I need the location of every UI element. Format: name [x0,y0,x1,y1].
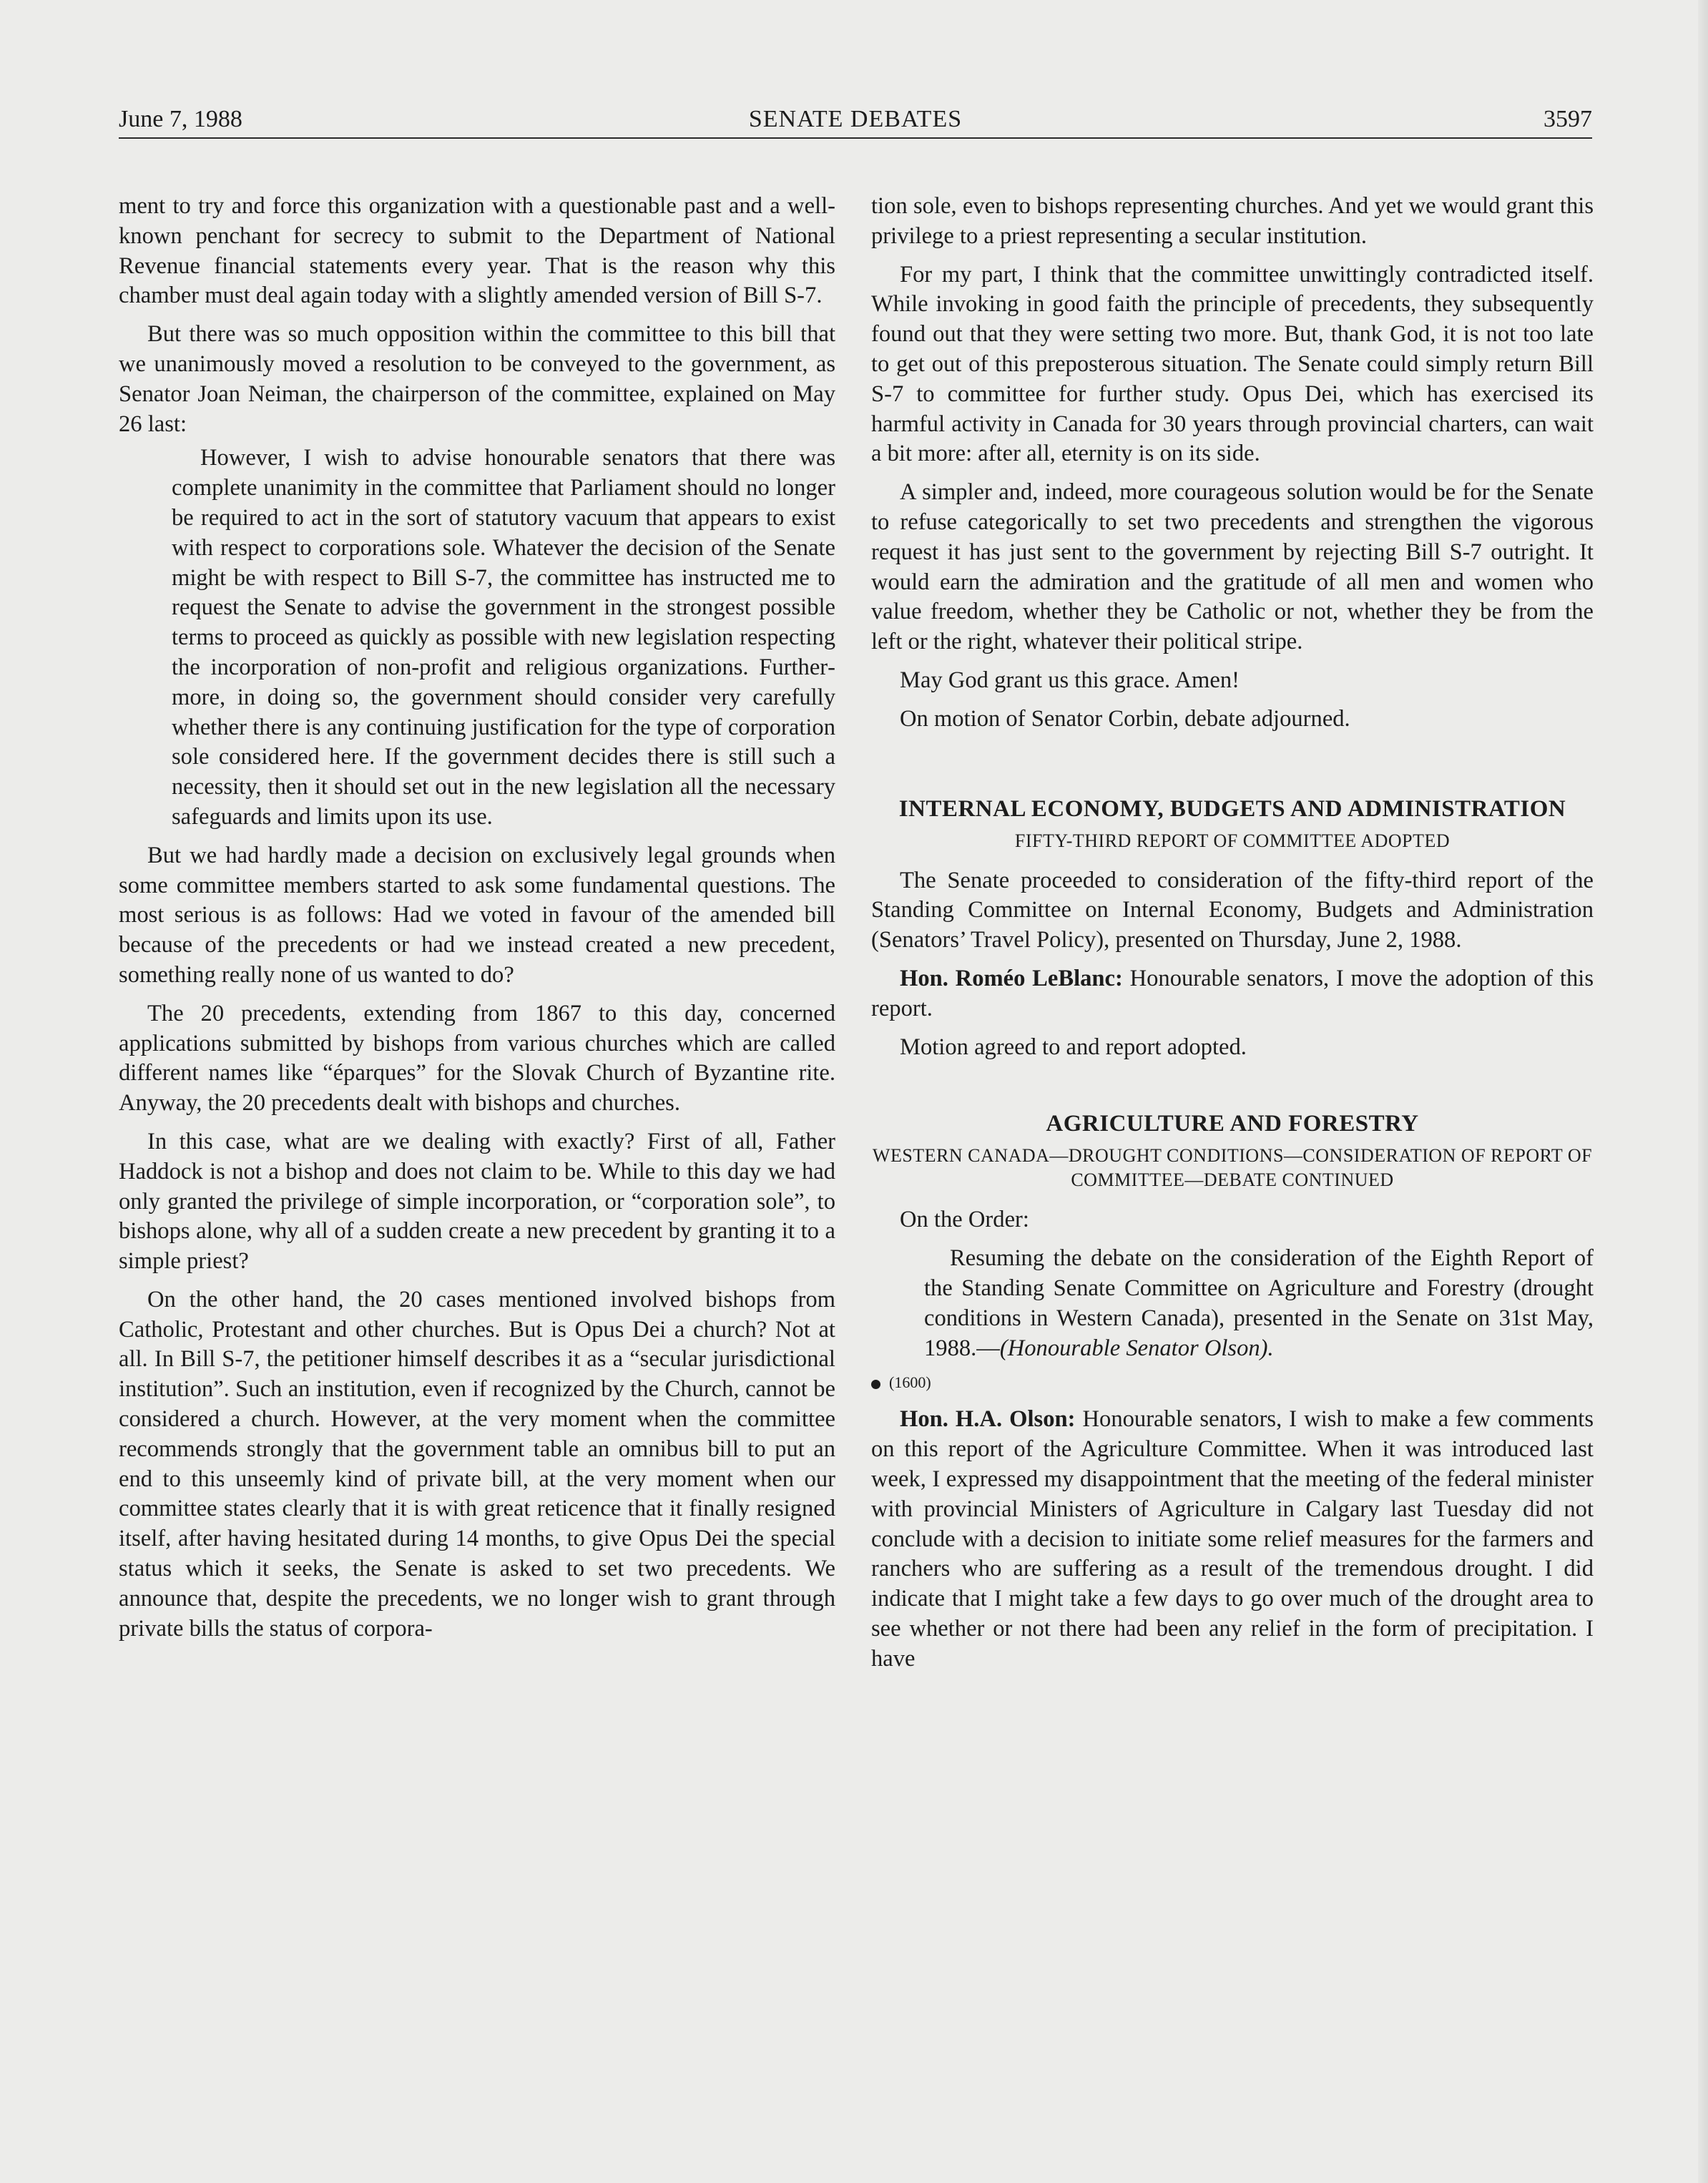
section-subtitle-fifty-third-report: FIFTY-THIRD REPORT OF COMMITTEE ADOPTED [1014,830,1451,851]
left-column [119,192,835,1652]
scan-edge-shadow [1698,0,1708,2183]
speech-paragraph [871,964,1594,1024]
paragraph: But we had hardly made a decision on exclusively legal grounds when some committee members started to ask some fundamental questions. The most serious is as follows: Had we voted in favour of the amended bill because of the precedents or had we instead created a new precedent, something really none of us wanted to do? [119,842,835,988]
block-quote: However, I wish to advise honourable senators that there was complete unanimity in the committee that Parliament should no longer be required to act in the sort of statutory vacuum that appears to exist with respect to corporations sole. Whatever the decision of the Senate might be with respect to Bill S-7, the committee has instructed me to request the Senate to advise the government in the strongest possible terms to proceed as quickly as possible with new legislation respecting the incorporation of non-profit and religious organizations. Furthermore, in doing so, the government should consider very carefully whether there is any continuing justification for the type of corporation sole considered here. If the government decides there is still such a necessity, then it should set out in the new legislation all the necessary safeguards and limits upon its use. [172,445,835,830]
time-marker [871,1372,1594,1393]
paragraph: tion sole, even to bishops representing churches. And yet we would grant this privilege to a priest representing a secular institution. [871,193,1594,249]
speech-text: Honourable senators, I wish to make a few comments on this report of the Agriculture Committee. When it was introduced last week, I expressed my disappointment that the meeting of the federal minister with provincial Ministers of Agriculture in Calgary last Tuesday did not conclude with a decision to initiate some relief measures for the farmers and ranchers who are suffering as a result of the tremendous drought. I did indicate that I might take a few days to go over much of the drought area to see whether or not there had been any relief in the form of precipitation. I have [871,1406,1594,1672]
paragraph: On the other hand, the 20 cases mentioned involved bishops from Catholic, Protestant and other churches. But is Opus Dei a church? Not at all. In Bill S-7, the petitioner himself describes it as a “secular jurisdictional institution”. Such an institution, even if recognized by the Church, cannot be considered a church. However, at the very moment when the committee recommends strongly that the government table an omnibus bill to put an end to this unseemly kind of private bill, at the very moment when our committee states clearly that it is with great reticence that it finally resigned itself, after having hesitated during 14 months, to give Opus Dei the special status which it seeks, the Senate is asked to set two precedents. We announce that, despite the precedents, we no longer wish to grant through private bills the status of corpora- [119,1286,835,1642]
speech-text: Honourable senators, I move the adoption of this report. [871,965,1594,1021]
paragraph: The Senate proceeded to consideration of the fifty-third report of the Standing Committee on Internal Economy, Budgets and Administration (Senators’ Travel Policy), presented on Thursday, June 2, 1988. [871,867,1594,953]
paragraph: For my part, I think that the committee unwittingly contradicted itself. While invoking in good faith the principle of precedents, they subsequently found out that they were setting two more. But, thank God, it is not too late to get out of this preposterous situation. The Senate could simply return Bill S-7 to committee for further study. Opus Dei, which has exercised its harmful activity in Canada for 30 years through provincial charters, can wait a bit more: after all, eternity is on its side. [871,261,1594,467]
paragraph: May God grant us this grace. Amen! [900,667,1240,693]
header-date: June 7, 1988 [119,106,242,132]
bullet-icon [871,1380,880,1389]
header-page-number: 3597 [1543,106,1592,132]
paragraph: ment to try and force this organization with a questionable past and a well-known penchant for secrecy to submit to the Department of National Revenue financial statements every year. That is the reason why this chamber must deal again today with a slightly amended version of Bill S-7. [119,193,835,309]
paragraph: A simpler and, indeed, more courageous solution would be for the Senate to refuse categorically to set two precedents and strengthen the vigorous request it has just sent to the government by rejecting Bill S-7 outright. It would earn the admiration and the gratitude of all men and women who value freedom, whether they be Catholic or not, whether they be from the left or the right, whatever their political stripe. [871,479,1594,655]
order-text: Resuming the debate on the consideration of the Eighth Report of the Standing Senate Committee on Agriculture and Forestry (drought conditions in Western Canada), presented in the Senate on 31st May, 1988.— [924,1245,1594,1361]
paragraph: On motion of Senator Corbin, debate adjourned. [900,705,1350,732]
speech-paragraph [871,1405,1594,1674]
section-title-internal-economy: INTERNAL ECONOMY, BUDGETS AND ADMINISTRATION [898,795,1566,822]
paragraph: But there was so much opposition within the committee to this bill that we unanimously moved a resolution to be conveyed to the government, as Senator Joan Neiman, the chairperson of the committee, explained on May 26 last: [119,321,835,437]
speaker-name: Hon. Roméo LeBlanc: [900,965,1123,991]
paragraph: In this case, what are we dealing with exactly? First of all, Father Haddock is not a bishop and does not claim to be. While to this day we had only granted the privilege of simple incorporation, or “corporation sole”, to bishops alone, why all of a sudden create a new precedent by granting it to a simple priest? [119,1128,835,1275]
order-text-italic: (Honourable Senator Olson). [999,1335,1274,1361]
right-column [871,192,1594,1682]
time-marker-text: (1600) [889,1373,931,1392]
section-title-agriculture: AGRICULTURE AND FORESTRY [1046,1111,1419,1137]
paragraph: On the Order: [900,1207,1029,1233]
page-header [119,106,1592,139]
order-of-the-day [924,1244,1594,1363]
header-title: SENATE DEBATES [748,106,963,132]
section-subtitle-drought: WESTERN CANADA—DROUGHT CONDITIONS—CONSIDERATION OF REPORT OF COMMITTEE—DEBATE CONTINUED [872,1145,1593,1191]
paragraph: The 20 precedents, extending from 1867 to this day, concerned applications submitted by bishops from various churches which are called different names like “éparques” for the Slovak Church of Byzantine rite. Anyway, the 20 precedents dealt with bishops and churches. [119,1000,835,1117]
speaker-name: Hon. H.A. Olson: [900,1406,1076,1433]
paragraph: Motion agreed to and report adopted. [900,1034,1247,1060]
